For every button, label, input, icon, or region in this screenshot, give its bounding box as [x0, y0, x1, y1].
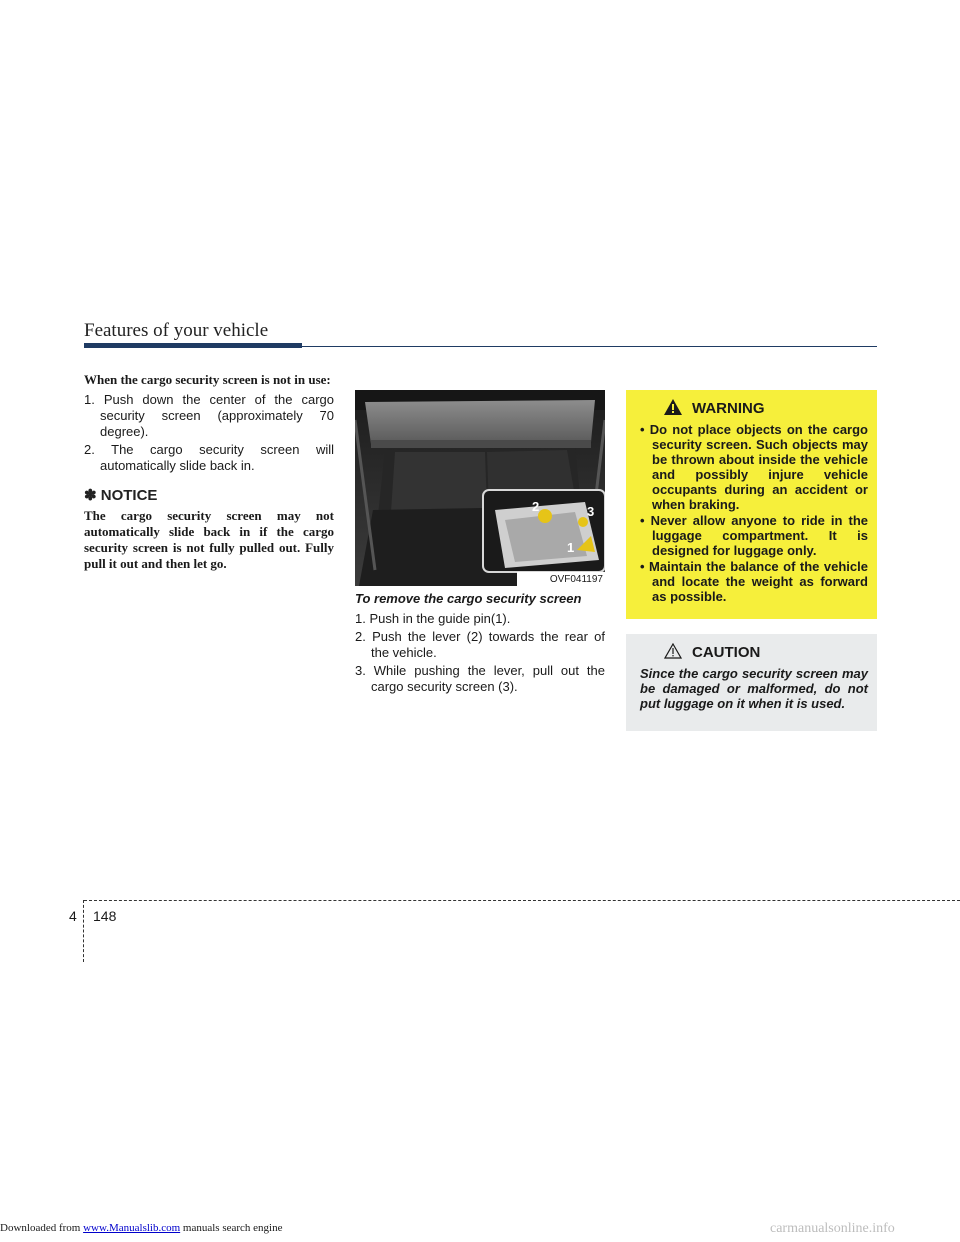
figure-callout-1: 1	[567, 540, 575, 555]
remove-step-2: 2. Push the lever (2) towards the rear of the vehicle.	[355, 629, 605, 660]
warning-box	[626, 390, 877, 619]
download-notice	[0, 1222, 282, 1234]
warning-item: • Do not place objects on the cargo security screen. Such objects may be thrown about inside the vehicle and possibly injure vehicle occupants during an accident or when braking.	[640, 422, 868, 512]
manualslib-link[interactable]: www.Manualslib.com	[83, 1222, 181, 1234]
footer-rule	[84, 900, 960, 901]
footer-divider	[83, 900, 84, 962]
cargo-area-illustration	[355, 390, 605, 586]
caution-title-row	[640, 644, 868, 661]
figure-callout-2: 2	[532, 499, 540, 514]
remove-steps	[355, 611, 605, 695]
stow-step-1: 1. Push down the center of the cargo security screen (approximately 70 degree).	[84, 392, 334, 439]
remove-subheading: To remove the cargo security screen	[355, 591, 582, 606]
caution-title: CAUTION	[692, 644, 761, 661]
notice-body: The cargo security screen may not automatically slide back in if the cargo security screen is not fully pulled out. Fully pull it out and then let go.	[84, 508, 334, 571]
figure-callout-3: 3	[587, 504, 595, 519]
warning-title-row	[640, 400, 868, 417]
intro-heading: When the cargo security screen is not in use:	[84, 372, 331, 387]
warning-title: WARNING	[692, 400, 765, 417]
cargo-screen-photo	[355, 390, 605, 586]
left-column	[84, 372, 334, 572]
header-rule	[302, 346, 877, 347]
caution-triangle-icon	[664, 643, 682, 663]
remove-step-3: 3. While pushing the lever, pull out the cargo security screen (3).	[355, 663, 605, 694]
warning-list	[640, 422, 868, 604]
chapter-number: 4	[69, 908, 77, 924]
download-suffix: manuals search engine	[180, 1222, 283, 1234]
page-number: 148	[93, 908, 117, 924]
stow-step-2: 2. The cargo security screen will automatically slide back in.	[84, 442, 334, 473]
download-prefix: Downloaded from	[0, 1222, 84, 1234]
remove-step-1: 1. Push in the guide pin(1).	[355, 611, 511, 626]
watermark: carmanualsonline.info	[770, 1221, 895, 1236]
stow-steps	[84, 392, 334, 474]
middle-column	[355, 591, 605, 697]
caution-body: Since the cargo security screen may be damaged or malformed, do not put luggage on it when it is used.	[640, 666, 868, 711]
header-accent-bar	[84, 343, 302, 348]
warning-triangle-icon	[664, 399, 682, 419]
figure-code: OVF041197	[517, 572, 605, 587]
warning-item: • Never allow anyone to ride in the luggage compartment. It is designed for luggage only.	[640, 513, 868, 558]
warning-item: • Maintain the balance of the vehicle and locate the weight as forward as possible.	[640, 559, 868, 604]
notice-heading: ✽ NOTICE	[84, 487, 158, 504]
page-header-title: Features of your vehicle	[84, 320, 269, 341]
caution-box	[626, 634, 877, 731]
